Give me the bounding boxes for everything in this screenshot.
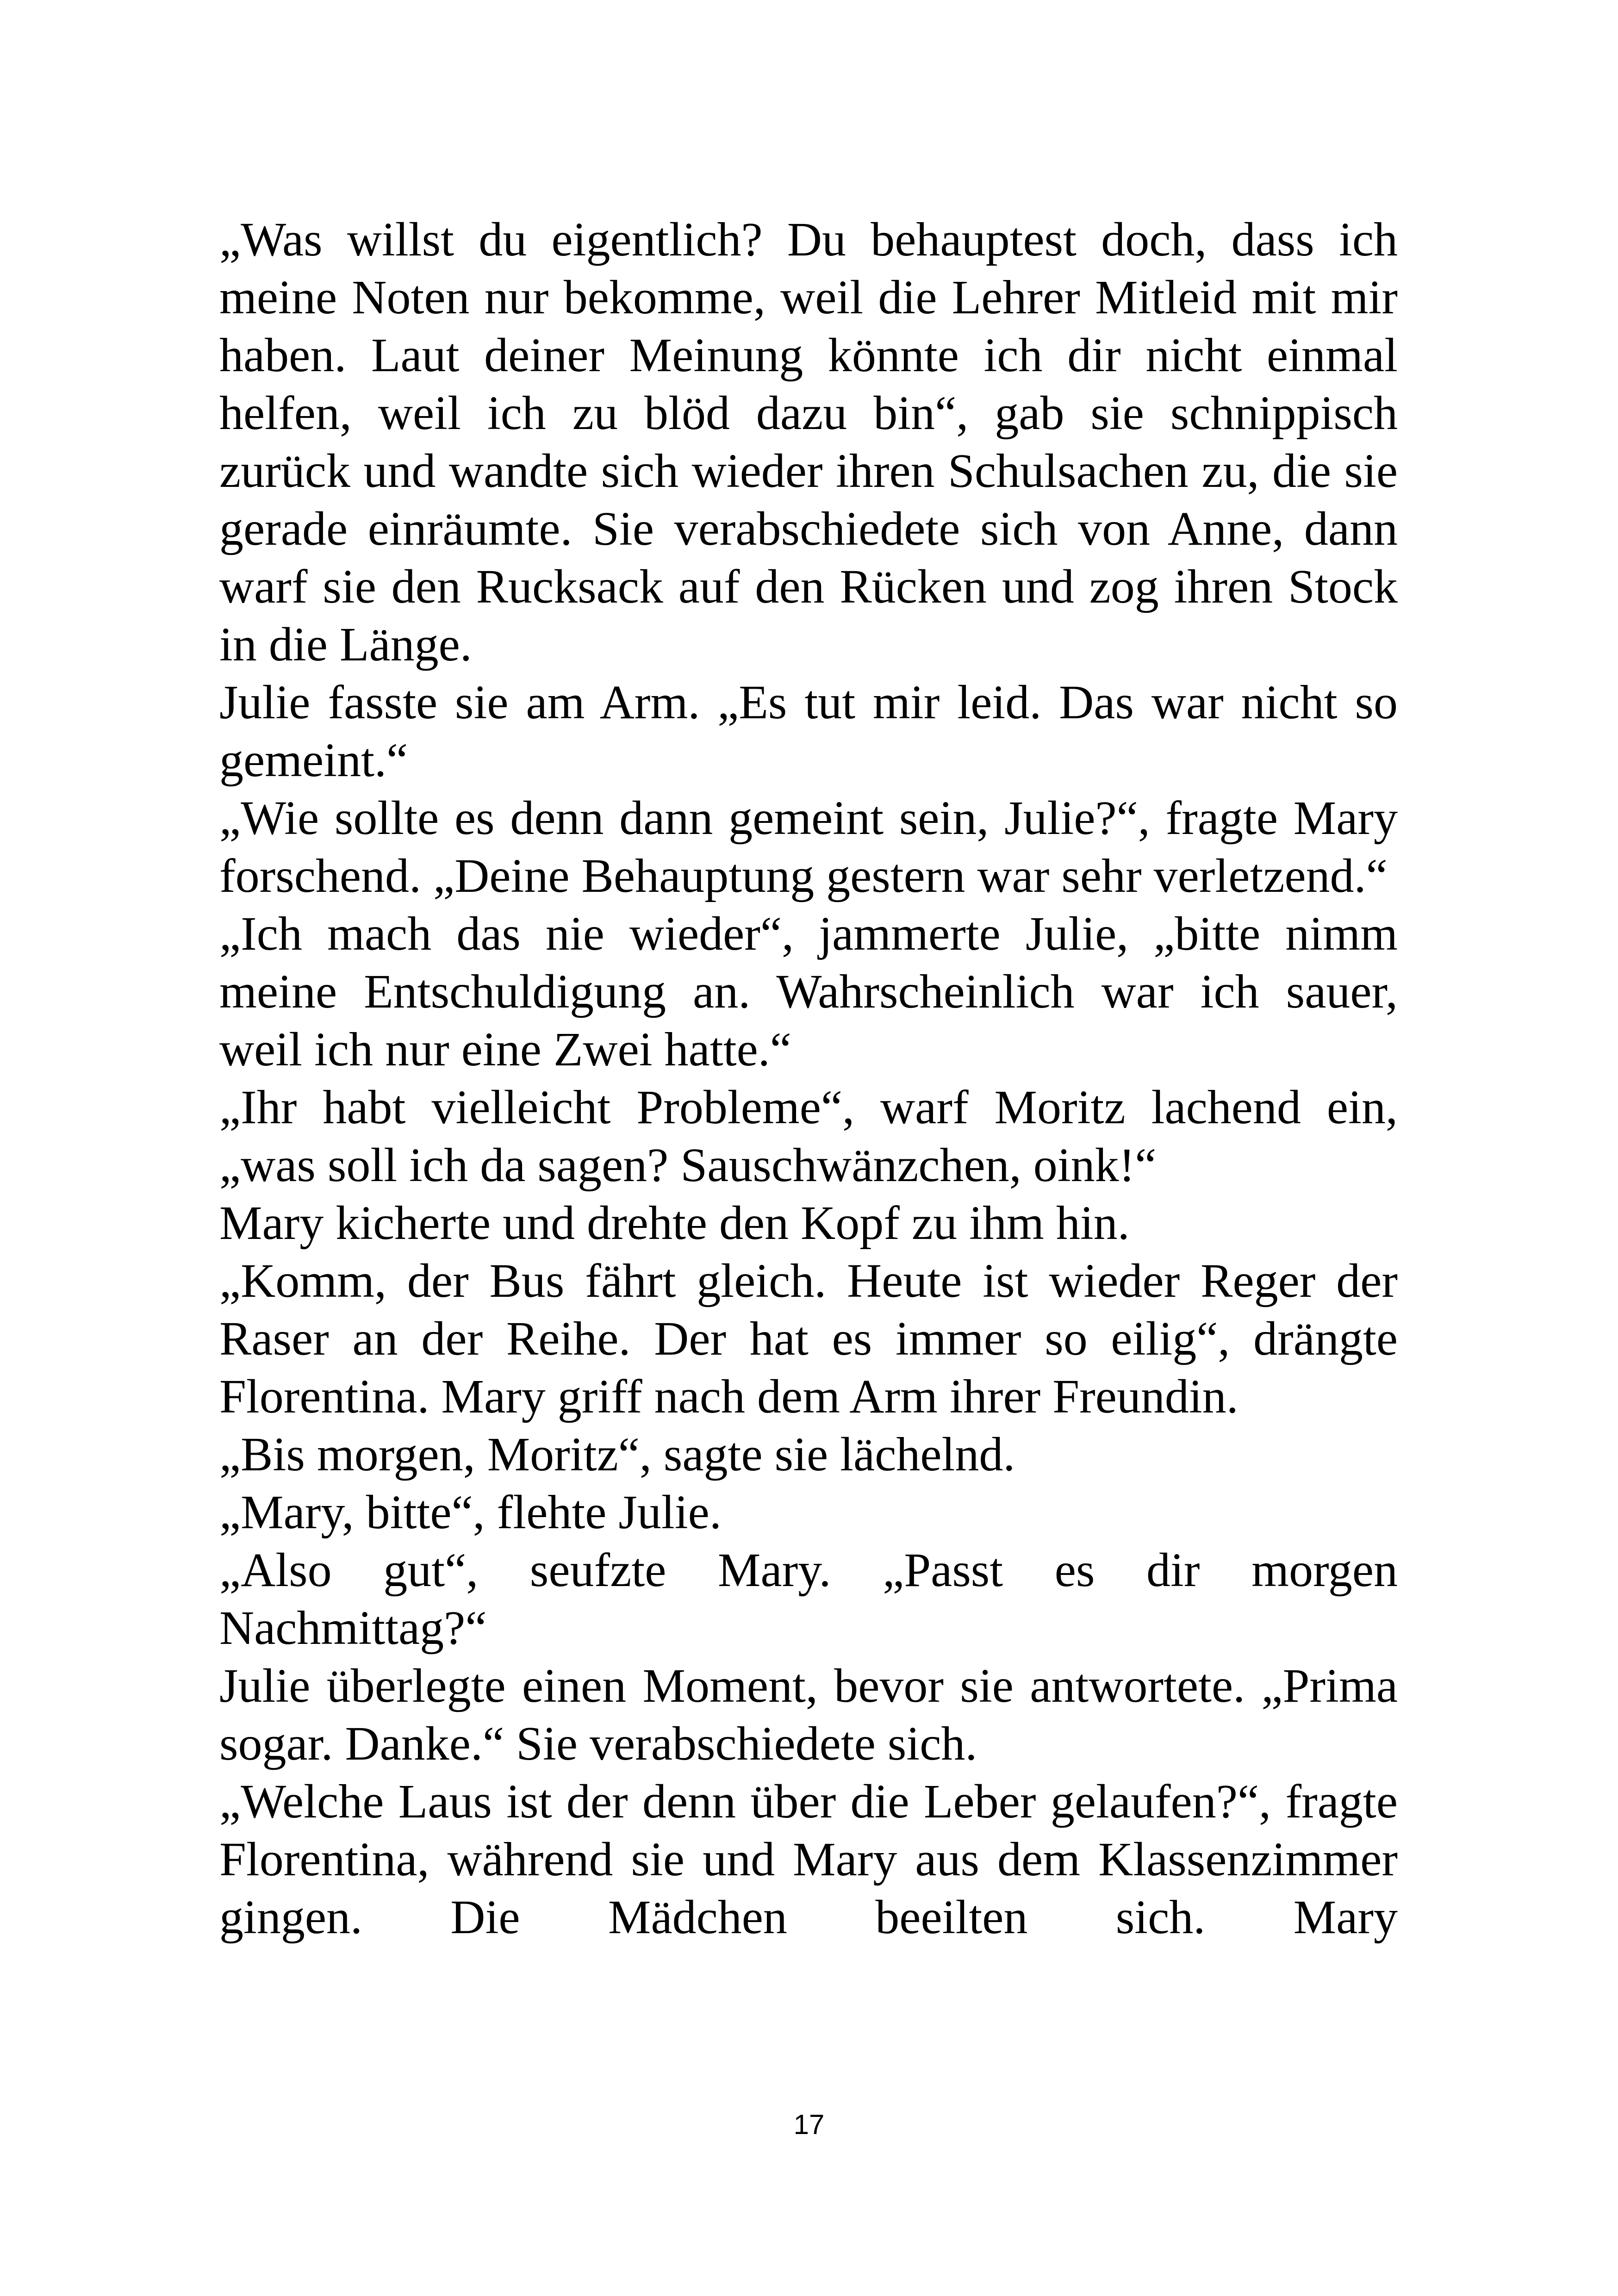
body-text [219, 211, 1398, 1946]
paragraph-4: „Ich mach das nie wieder“, jammerte Julie, „bitte nimm meine Entschuldigung an. Wahrscheinlich war ich sauer, weil ich nur eine Zwei hatte.“ [219, 907, 1398, 1076]
paragraph-9: „Mary, bitte“, flehte Julie. [219, 1486, 722, 1539]
paragraph-6: Mary kicherte und drehte den Kopf zu ihm hin. [219, 1196, 1130, 1250]
page-number: 17 [793, 2109, 825, 2140]
paragraph-11: Julie überlegte einen Moment, bevor sie antwortete. „Prima sogar. Danke.“ Sie verabschiedete sich. [219, 1659, 1398, 1770]
paragraph-2: Julie fasste sie am Arm. „Es tut mir leid. Das war nicht so gemeint.“ [219, 676, 1398, 787]
paragraph-12: „Welche Laus ist der denn über die Leber gelaufen?“, fragte Florentina, während sie und Mary aus dem Klassenzimmer gingen. Die Mädchen beeilten sich. Mary [219, 1775, 1398, 1944]
paragraph-3: „Wie sollte es denn dann gemeint sein, Julie?“, fragte Mary forschend. „Deine Behauptung gestern war sehr verletzend.“ [219, 791, 1398, 902]
paragraph-5: „Ihr habt vielleicht Probleme“, warf Moritz lachend ein, „was soll ich da sagen? Sauschwänzchen, oink!“ [219, 1081, 1398, 1192]
paragraph-7: „Komm, der Bus fährt gleich. Heute ist wieder Reger der Raser an der Reihe. Der hat es immer so eilig“, drängte Florentina. Mary griff nach dem Arm ihrer Freundin. [219, 1254, 1398, 1423]
paragraph-1: „Was willst du eigentlich? Du behauptest doch, dass ich meine Noten nur bekomme, weil die Lehrer Mitleid mit mir haben. Laut deiner Meinung könnte ich dir nicht einmal helfen, weil ich zu blöd dazu bin“, gab sie schnippisch zurück und wandte sich wieder ihren Schulsachen zu, die sie gerade einräumte. Sie verabschiedete sich von Anne, dann warf sie den Rucksack auf den Rücken und zog ihren Stock in die Länge. [219, 213, 1398, 671]
paragraph-10: „Also gut“, seufzte Mary. „Passt es dir morgen Nachmittag?“ [219, 1543, 1398, 1655]
paragraph-8: „Bis morgen, Moritz“, sagte sie lächelnd. [219, 1428, 1015, 1481]
